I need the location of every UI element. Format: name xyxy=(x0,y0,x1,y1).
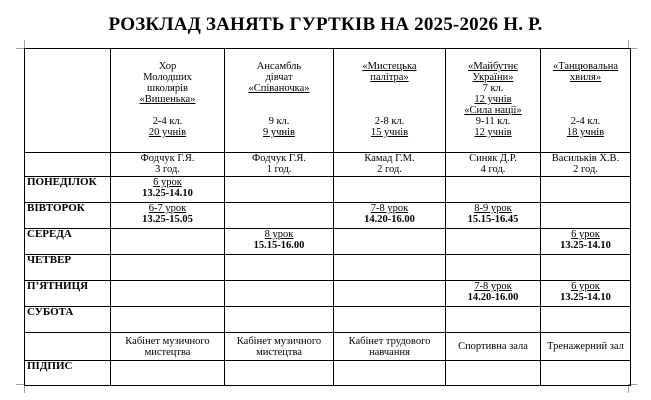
teacher-hours: 4 год. xyxy=(480,164,506,175)
group-name-line: школярів xyxy=(147,83,188,94)
lesson-number: 6 урок xyxy=(571,229,600,240)
rooms-row xyxy=(25,333,631,361)
teacher-cell xyxy=(446,153,541,177)
lesson-cell xyxy=(446,203,541,229)
group-name-line: Хор xyxy=(158,61,177,72)
lesson-cell xyxy=(334,229,446,255)
room-cell: Тренажерний зал xyxy=(541,333,631,361)
lesson-cell xyxy=(225,281,334,307)
teacher-name: Фодчук Г.Я. xyxy=(140,153,195,164)
day-row xyxy=(25,177,631,203)
day-row xyxy=(25,229,631,255)
day-row xyxy=(25,203,631,229)
lesson-cell xyxy=(111,255,225,281)
teacher-row xyxy=(25,153,631,177)
signature-cell xyxy=(225,361,334,386)
lesson-cell xyxy=(111,229,225,255)
group-grades-2: 9-11 кл. xyxy=(475,116,511,127)
group-students: 18 учнів xyxy=(566,127,605,138)
group-header-1 xyxy=(111,49,225,153)
day-row xyxy=(25,255,631,281)
teacher-cell xyxy=(111,153,225,177)
lesson-cell xyxy=(541,203,631,229)
lesson-cell xyxy=(541,229,631,255)
day-label: ПОНЕДІЛОК xyxy=(25,177,111,203)
lesson-cell xyxy=(334,177,446,203)
day-label: ВІВТОРОК xyxy=(25,203,111,229)
lesson-number: 8 урок xyxy=(264,229,294,240)
lesson-cell xyxy=(111,203,225,229)
corner-cell xyxy=(25,49,111,153)
group-name-quoted: «Танцювальна хвиля» xyxy=(552,61,619,83)
lesson-time: 14.20-16.00 xyxy=(467,292,519,303)
room-cell: Кабінет трудового навчання xyxy=(334,333,446,361)
lesson-cell xyxy=(225,177,334,203)
teacher-hours: 2 год. xyxy=(573,164,598,175)
lesson-cell xyxy=(111,307,225,333)
day-row xyxy=(25,281,631,307)
page-title: РОЗКЛАД ЗАНЯТЬ ГУРТКІВ НА 2025-2026 Н. Р. xyxy=(108,14,543,35)
signature-label: ПІДПИС xyxy=(25,361,111,386)
lesson-time: 13.25-14.10 xyxy=(560,292,611,303)
day-label: СУБОТА xyxy=(25,307,111,333)
teacher-cell xyxy=(541,153,631,177)
group-name-line: Молодших xyxy=(143,72,192,83)
group-name-quoted: «Майбутнє України» xyxy=(468,61,518,83)
group-students: 15 учнів xyxy=(370,127,409,138)
day-label: П’ЯТНИЦЯ xyxy=(25,281,111,307)
lesson-cell xyxy=(446,229,541,255)
lesson-time: 13.25-14.10 xyxy=(142,188,193,199)
lesson-number: 6 урок xyxy=(153,177,182,188)
teacher-hours: 1 год. xyxy=(266,164,292,175)
lesson-time: 15.15-16.45 xyxy=(467,214,519,225)
room-cell: Спортивна зала xyxy=(446,333,541,361)
lesson-time: 14.20-16.00 xyxy=(364,214,415,225)
group-header-4 xyxy=(446,49,541,153)
room-cell: Кабінет музичного мистецтва xyxy=(111,333,225,361)
group-students: 12 учнів xyxy=(474,94,512,105)
signature-cell xyxy=(446,361,541,386)
schedule-table xyxy=(24,48,631,386)
lesson-cell xyxy=(541,307,631,333)
lesson-time: 13.25-14.10 xyxy=(560,240,611,251)
teacher-hours: 3 год. xyxy=(155,164,180,175)
group-name-line: дівчат xyxy=(265,72,293,83)
teacher-name: Фодчук Г.Я. xyxy=(252,153,306,164)
day-label: ЧЕТВЕР xyxy=(25,255,111,281)
group-name-quoted: «Мистецька палітра» xyxy=(362,61,417,83)
group-grades: 9 кл. xyxy=(268,116,290,127)
group-grades: 2-8 кл. xyxy=(374,116,405,127)
teacher-hours: 2 год. xyxy=(377,164,402,175)
teacher-cell xyxy=(225,153,334,177)
lesson-cell xyxy=(446,177,541,203)
group-students-2: 12 учнів xyxy=(474,127,512,138)
group-name-quoted: «Вишенька» xyxy=(139,94,196,105)
lesson-number: 7-8 урок xyxy=(370,203,409,214)
lesson-cell xyxy=(225,229,334,255)
signature-cell xyxy=(541,361,631,386)
lesson-number: 6-7 урок xyxy=(148,203,187,214)
lesson-cell xyxy=(111,281,225,307)
lesson-cell xyxy=(334,203,446,229)
lesson-number: 6 урок xyxy=(571,281,600,292)
teacher-name: Камад Г.М. xyxy=(364,153,415,164)
group-header-2 xyxy=(225,49,334,153)
group-grades: 2-4 кл. xyxy=(570,116,601,127)
group-header-3 xyxy=(334,49,446,153)
lesson-cell xyxy=(111,177,225,203)
teacher-name: Васильків Х.В. xyxy=(551,153,620,164)
lesson-cell xyxy=(334,255,446,281)
signature-cell xyxy=(111,361,225,386)
lesson-time: 13.25-15.05 xyxy=(142,214,193,225)
day-row xyxy=(25,307,631,333)
header-row xyxy=(25,49,631,153)
group-students: 9 учнів xyxy=(263,127,295,138)
teacher-name: Синяк Д.Р. xyxy=(469,153,517,164)
teacher-cell xyxy=(334,153,446,177)
room-cell: Кабінет музичного мистецтва xyxy=(225,333,334,361)
lesson-cell xyxy=(225,255,334,281)
group-header-5 xyxy=(541,49,631,153)
lesson-cell xyxy=(446,255,541,281)
group-grades: 2-4 кл. xyxy=(152,116,183,127)
group-grades: 7 кл. xyxy=(482,83,504,94)
signature-row xyxy=(25,361,631,386)
lesson-cell xyxy=(446,307,541,333)
lesson-cell xyxy=(334,281,446,307)
lesson-cell xyxy=(334,307,446,333)
group-name-line: Ансамбль xyxy=(256,61,302,72)
lesson-cell xyxy=(446,281,541,307)
lesson-cell xyxy=(225,203,334,229)
lesson-number: 8-9 урок xyxy=(474,203,512,214)
group-name-quoted-2: «Сила нації» xyxy=(464,105,522,116)
lesson-time: 15.15-16.00 xyxy=(253,240,305,251)
lesson-cell xyxy=(541,255,631,281)
group-students: 20 учнів xyxy=(148,127,187,138)
group-name-quoted: «Співаночка» xyxy=(248,83,310,94)
signature-cell xyxy=(334,361,446,386)
lesson-cell xyxy=(225,307,334,333)
lesson-number: 7-8 урок xyxy=(474,281,512,292)
day-label: СЕРЕДА xyxy=(25,229,111,255)
lesson-cell xyxy=(541,177,631,203)
lesson-cell xyxy=(541,281,631,307)
